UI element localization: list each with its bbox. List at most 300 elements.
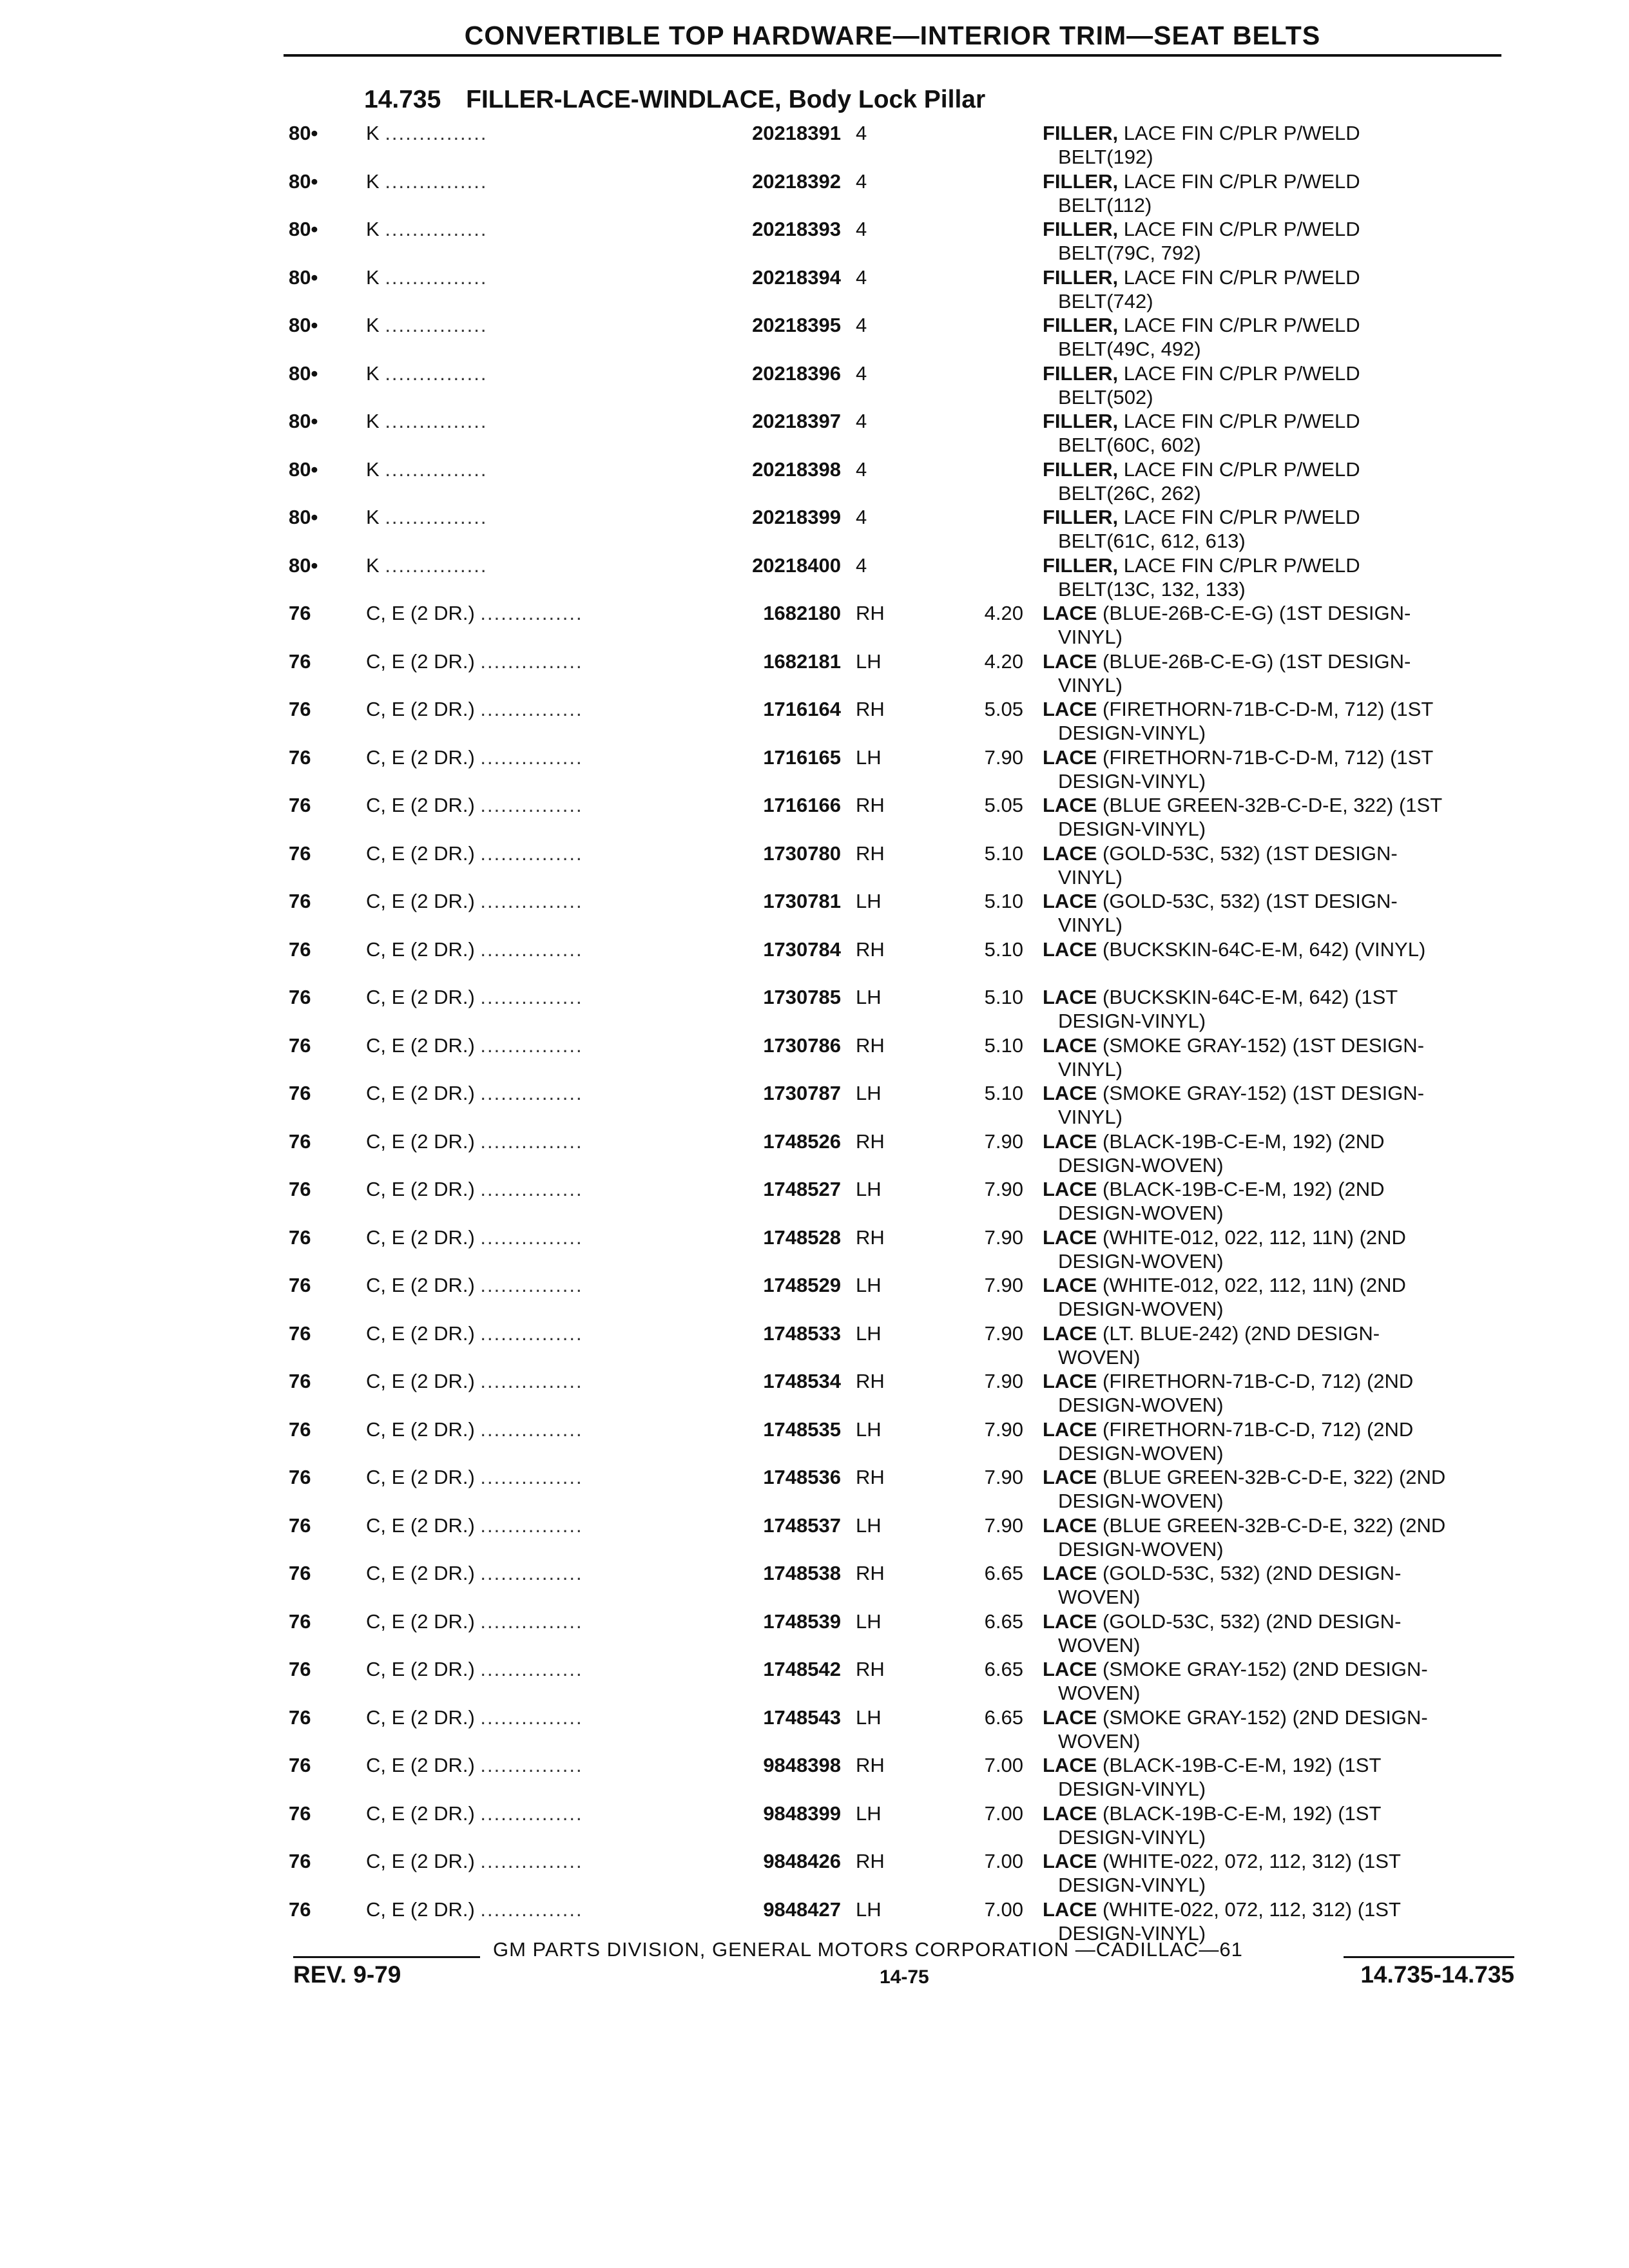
description-line-2: DESIGN-WOVEN): [1058, 1298, 1224, 1320]
list-item: [0, 1369, 1629, 1417]
model-code: [366, 553, 714, 577]
model-code: [366, 937, 714, 961]
description-text: LACE FIN C/PLR P/WELD: [1123, 457, 1360, 481]
model-code: [366, 1418, 714, 1441]
part-description: [1043, 649, 1519, 697]
description-line-1: [1043, 1033, 1519, 1057]
part-name: LACE: [1043, 937, 1097, 961]
model-code-text: K: [366, 218, 380, 240]
model-code-text: C, E (2 DR.): [366, 986, 475, 1008]
description-line-1: [1043, 169, 1519, 193]
description-line-1: [1043, 841, 1519, 865]
leader-dots: ...............: [480, 649, 583, 673]
list-price: 6.65: [984, 1658, 1023, 1680]
description-text: (WHITE-022, 072, 112, 312) (1ST: [1103, 1898, 1401, 1921]
part-number: 1748539: [763, 1610, 841, 1633]
list-item: [0, 217, 1629, 265]
model-code-text: C, E (2 DR.): [366, 1033, 475, 1057]
quantity-side: 4: [856, 314, 867, 336]
description-line-1: [1043, 745, 1519, 769]
model-year: 76: [289, 649, 311, 673]
description-line-1: [1043, 217, 1519, 241]
model-code-text: C, E (2 DR.): [366, 794, 475, 816]
part-number: 1748535: [763, 1418, 841, 1441]
part-description: [1043, 1849, 1519, 1897]
description-text: (BLACK-19B-C-E-M, 192) (2ND: [1103, 1129, 1385, 1153]
model-year: 76: [289, 602, 311, 624]
model-code: [366, 793, 714, 817]
model-code-text: C, E (2 DR.): [366, 1658, 475, 1680]
list-item: [0, 505, 1629, 553]
part-name: LACE: [1043, 1850, 1097, 1872]
model-code-text: C, E (2 DR.): [366, 1898, 475, 1921]
model-year: 76: [289, 745, 311, 769]
model-year: 80•: [289, 122, 318, 144]
part-name: LACE: [1043, 1898, 1097, 1921]
part-name: LACE: [1043, 1274, 1097, 1296]
description-line-2: BELT(742): [1058, 289, 1153, 312]
model-code: [366, 217, 714, 241]
description-text: LACE FIN C/PLR P/WELD: [1123, 265, 1360, 289]
model-code-text: C, E (2 DR.): [366, 1418, 475, 1441]
quantity-side: 4: [856, 457, 867, 481]
description-line-2: BELT(61C, 612, 613): [1058, 530, 1246, 552]
part-description: [1043, 697, 1519, 745]
part-description: [1043, 1273, 1519, 1321]
description-text: (WHITE-012, 022, 112, 11N) (2ND: [1103, 1225, 1406, 1249]
part-description: [1043, 1418, 1519, 1465]
model-code: [366, 409, 714, 433]
description-text: (FIRETHORN-71B-C-D, 712) (2ND: [1103, 1370, 1414, 1392]
quantity-side: 4: [856, 506, 867, 528]
part-number: 1748542: [763, 1658, 841, 1680]
description-line-2: BELT(60C, 602): [1058, 434, 1201, 456]
description-line-2: DESIGN-WOVEN): [1058, 1441, 1224, 1465]
part-number: 20218400: [752, 553, 841, 577]
model-code-text: C, E (2 DR.): [366, 1466, 475, 1488]
part-number: 1748537: [763, 1514, 841, 1537]
part-description: [1043, 409, 1519, 457]
part-name: LACE: [1043, 1466, 1097, 1488]
part-name: LACE: [1043, 1082, 1097, 1104]
leader-dots: ...............: [480, 841, 583, 865]
title-rule: [284, 54, 1501, 57]
list-item: [0, 1321, 1629, 1369]
quantity-side: RH: [856, 794, 885, 816]
description-line-1: [1043, 1129, 1519, 1153]
description-line-2: DESIGN-WOVEN): [1058, 1153, 1224, 1177]
model-code: [366, 1706, 714, 1729]
description-line-2: DESIGN-VINYL): [1058, 1921, 1206, 1945]
list-item: [0, 1081, 1629, 1129]
description-text: LACE FIN C/PLR P/WELD: [1123, 553, 1360, 577]
leader-dots: ...............: [480, 794, 583, 816]
model-code-text: K: [366, 506, 380, 528]
part-name: FILLER,: [1043, 410, 1119, 432]
leader-dots: ...............: [480, 1514, 583, 1537]
part-name: LACE: [1043, 1225, 1097, 1249]
description-line-1: [1043, 1610, 1519, 1633]
description-text: (GOLD-53C, 532) (1ST DESIGN-: [1103, 890, 1398, 912]
part-name: LACE: [1043, 794, 1097, 816]
model-year: 76: [289, 1802, 311, 1825]
part-name: LACE: [1043, 1514, 1097, 1537]
leader-dots: ...............: [480, 1706, 583, 1729]
part-name: LACE: [1043, 890, 1097, 912]
leader-dots: ...............: [480, 1082, 583, 1104]
quantity-side: RH: [856, 937, 885, 961]
quantity-side: RH: [856, 602, 885, 624]
list-item: [0, 1610, 1629, 1657]
model-year: 76: [289, 937, 311, 961]
model-code: [366, 1225, 714, 1249]
description-line-1: [1043, 697, 1519, 721]
leader-dots: ...............: [480, 1610, 583, 1633]
quantity-side: LH: [856, 1274, 882, 1296]
description-line-2: DESIGN-WOVEN): [1058, 1202, 1224, 1224]
description-text: (SMOKE GRAY-152) (1ST DESIGN-: [1103, 1082, 1425, 1104]
page-header: [284, 19, 1501, 57]
model-code: [366, 169, 714, 193]
description-text: (WHITE-022, 072, 112, 312) (1ST: [1103, 1850, 1401, 1872]
part-number: 20218395: [752, 314, 841, 336]
list-item: [0, 1753, 1629, 1801]
description-text: (BLUE-26B-C-E-G) (1ST DESIGN-: [1103, 649, 1411, 673]
description-text: (GOLD-53C, 532) (2ND DESIGN-: [1103, 1562, 1402, 1584]
part-description: [1043, 601, 1519, 649]
part-name: FILLER,: [1043, 265, 1119, 289]
list-price: 5.05: [984, 698, 1023, 720]
model-code-text: C, E (2 DR.): [366, 1802, 475, 1825]
description-line-1: [1043, 265, 1519, 289]
part-number: 1682181: [763, 649, 841, 673]
part-name: LACE: [1043, 986, 1097, 1008]
part-description: [1043, 1225, 1519, 1273]
list-price: 5.10: [984, 1082, 1023, 1104]
description-line-1: [1043, 1753, 1519, 1777]
description-line-1: [1043, 601, 1519, 625]
part-number: 1748538: [763, 1562, 841, 1584]
description-text: (BLUE-26B-C-E-G) (1ST DESIGN-: [1103, 602, 1411, 624]
leader-dots: ...............: [385, 410, 488, 432]
footer-revision: REV. 9-79: [293, 1961, 401, 1988]
quantity-side: RH: [856, 1850, 885, 1872]
section-heading: [364, 85, 985, 115]
part-number: 9848399: [763, 1802, 841, 1825]
description-line-1: [1043, 1177, 1519, 1201]
description-text: (BUCKSKIN-64C-E-M, 642) (VINYL): [1103, 937, 1426, 961]
model-code-text: K: [366, 314, 380, 336]
model-year: 76: [289, 986, 311, 1008]
part-name: LACE: [1043, 1706, 1097, 1729]
description-line-2: VINYL): [1058, 865, 1123, 889]
list-item: [0, 1657, 1629, 1705]
model-code: [366, 745, 714, 769]
description-text: LACE FIN C/PLR P/WELD: [1123, 122, 1360, 144]
list-price: 5.10: [984, 841, 1023, 865]
model-year: 80•: [289, 314, 318, 336]
model-year: 80•: [289, 169, 318, 193]
quantity-side: LH: [856, 1802, 882, 1825]
model-code-text: K: [366, 553, 380, 577]
model-code-text: K: [366, 169, 380, 193]
model-code-text: C, E (2 DR.): [366, 649, 475, 673]
description-text: (GOLD-53C, 532) (2ND DESIGN-: [1103, 1610, 1402, 1633]
description-line-1: [1043, 1561, 1519, 1585]
list-price: 7.00: [984, 1802, 1023, 1825]
leader-dots: ...............: [480, 1274, 583, 1296]
model-code: [366, 1177, 714, 1201]
model-code-text: C, E (2 DR.): [366, 1850, 475, 1872]
model-year: 76: [289, 1129, 311, 1153]
model-code: [366, 649, 714, 673]
list-price: 7.90: [984, 745, 1023, 769]
description-line-1: [1043, 1657, 1519, 1681]
list-item: [0, 1225, 1629, 1273]
part-name: LACE: [1043, 1178, 1097, 1200]
list-item: [0, 265, 1629, 313]
part-name: FILLER,: [1043, 218, 1119, 240]
model-code-text: C, E (2 DR.): [366, 890, 475, 912]
model-year: 76: [289, 1658, 311, 1680]
leader-dots: ...............: [480, 1225, 583, 1249]
description-line-2: BELT(502): [1058, 385, 1153, 408]
footer-rule-left: [293, 1956, 480, 1958]
model-code: [366, 121, 714, 145]
model-code: [366, 601, 714, 625]
description-text: (BLUE GREEN-32B-C-D-E, 322) (2ND: [1103, 1466, 1446, 1488]
part-description: [1043, 1706, 1519, 1753]
description-line-2: BELT(13C, 132, 133): [1058, 577, 1246, 601]
part-name: FILLER,: [1043, 169, 1119, 193]
list-price: 5.10: [984, 890, 1023, 912]
model-year: 76: [289, 1466, 311, 1488]
description-line-1: [1043, 1418, 1519, 1441]
quantity-side: RH: [856, 1562, 885, 1584]
page-footer: [293, 1938, 1514, 2003]
model-code: [366, 1849, 714, 1873]
description-line-2: BELT(49C, 492): [1058, 338, 1201, 360]
model-code: [366, 1033, 714, 1057]
leader-dots: ...............: [385, 122, 488, 144]
model-year: 80•: [289, 506, 318, 528]
model-year: 76: [289, 1033, 311, 1057]
model-code: [366, 889, 714, 913]
description-line-2: BELT(112): [1058, 193, 1152, 216]
quantity-side: LH: [856, 745, 882, 769]
part-number: 20218398: [752, 457, 841, 481]
description-line-2: VINYL): [1058, 626, 1123, 648]
model-code: [366, 1898, 714, 1921]
footer-rule-right: [1344, 1956, 1514, 1958]
model-year: 76: [289, 1754, 311, 1776]
list-item: [0, 1706, 1629, 1753]
model-code-text: C, E (2 DR.): [366, 1129, 475, 1153]
description-line-2: WOVEN): [1058, 1633, 1141, 1657]
description-line-2: BELT(26C, 262): [1058, 481, 1201, 505]
model-code-text: C, E (2 DR.): [366, 937, 475, 961]
description-line-1: [1043, 1849, 1519, 1873]
part-name: FILLER,: [1043, 314, 1119, 336]
quantity-side: LH: [856, 890, 882, 912]
leader-dots: ...............: [385, 169, 488, 193]
model-year: 76: [289, 1274, 311, 1296]
quantity-side: LH: [856, 1082, 882, 1104]
leader-dots: ...............: [480, 1033, 583, 1057]
model-year: 80•: [289, 265, 318, 289]
quantity-side: 4: [856, 122, 867, 144]
list-item: [0, 889, 1629, 937]
part-number: 1748533: [763, 1321, 841, 1345]
list-price: 7.00: [984, 1850, 1023, 1872]
part-name: LACE: [1043, 1129, 1097, 1153]
leader-dots: ...............: [480, 745, 583, 769]
model-year: 76: [289, 1850, 311, 1872]
description-line-2: DESIGN-VINYL): [1058, 1778, 1206, 1800]
description-line-2: DESIGN-VINYL): [1058, 1825, 1206, 1849]
description-line-1: [1043, 121, 1519, 145]
description-text: (WHITE-012, 022, 112, 11N) (2ND: [1103, 1274, 1406, 1296]
list-item: [0, 1273, 1629, 1321]
model-year: 76: [289, 698, 311, 720]
model-code-text: C, E (2 DR.): [366, 841, 475, 865]
part-number: 20218397: [752, 410, 841, 432]
list-price: 7.90: [984, 1178, 1023, 1200]
list-item: [0, 409, 1629, 457]
leader-dots: ...............: [385, 553, 488, 577]
part-name: LACE: [1043, 1562, 1097, 1584]
description-line-2: DESIGN-WOVEN): [1058, 1537, 1224, 1561]
description-line-2: VINYL): [1058, 1106, 1123, 1128]
list-item: [0, 121, 1629, 169]
list-item: [0, 1033, 1629, 1081]
description-line-2: DESIGN-WOVEN): [1058, 1394, 1224, 1416]
model-code: [366, 361, 714, 385]
part-description: [1043, 553, 1519, 601]
description-line-2: VINYL): [1058, 673, 1123, 697]
part-description: [1043, 985, 1519, 1033]
description-line-2: BELT(192): [1058, 146, 1153, 168]
description-line-1: [1043, 553, 1519, 577]
list-price: 7.90: [984, 1274, 1023, 1296]
quantity-side: LH: [856, 649, 882, 673]
model-code-text: K: [366, 410, 380, 432]
list-price: 4.20: [984, 649, 1023, 673]
model-code-text: C, E (2 DR.): [366, 1274, 475, 1296]
quantity-side: RH: [856, 1466, 885, 1488]
model-code: [366, 697, 714, 721]
part-name: LACE: [1043, 1321, 1097, 1345]
part-number: 1748526: [763, 1129, 841, 1153]
model-year: 76: [289, 1082, 311, 1104]
model-year: 76: [289, 841, 311, 865]
description-text: (GOLD-53C, 532) (1ST DESIGN-: [1103, 841, 1398, 865]
description-line-2: DESIGN-VINYL): [1058, 722, 1206, 744]
description-text: (FIRETHORN-71B-C-D-M, 712) (1ST: [1103, 698, 1434, 720]
part-description: [1043, 313, 1519, 361]
quantity-side: 4: [856, 169, 867, 193]
description-line-2: VINYL): [1058, 914, 1123, 936]
model-code: [366, 1802, 714, 1825]
quantity-side: 4: [856, 265, 867, 289]
model-year: 76: [289, 1514, 311, 1537]
footer-group-range: 14.735-14.735: [1360, 1961, 1514, 1988]
description-line-2: DESIGN-VINYL): [1058, 1874, 1206, 1896]
part-description: [1043, 1465, 1519, 1513]
part-description: [1043, 841, 1519, 889]
list-price: 7.90: [984, 1370, 1023, 1392]
description-line-1: [1043, 1369, 1519, 1393]
description-line-1: [1043, 889, 1519, 913]
model-code: [366, 457, 714, 481]
list-item: [0, 1465, 1629, 1513]
part-description: [1043, 1802, 1519, 1849]
part-number: 1748528: [763, 1225, 841, 1249]
list-item: [0, 553, 1629, 601]
part-number: 9848427: [763, 1898, 841, 1921]
part-description: [1043, 457, 1519, 505]
model-year: 76: [289, 1610, 311, 1633]
model-year: 76: [289, 1418, 311, 1441]
leader-dots: ...............: [385, 314, 488, 336]
description-line-1: [1043, 1802, 1519, 1825]
part-name: FILLER,: [1043, 457, 1119, 481]
description-line-2: WOVEN): [1058, 1586, 1141, 1608]
quantity-side: RH: [856, 698, 885, 720]
description-line-1: [1043, 937, 1519, 961]
part-name: LACE: [1043, 1418, 1097, 1441]
leader-dots: ...............: [385, 457, 488, 481]
list-item: [0, 985, 1629, 1033]
part-description: [1043, 217, 1519, 265]
model-code-text: C, E (2 DR.): [366, 698, 475, 720]
model-code: [366, 1081, 714, 1105]
list-price: 6.65: [984, 1610, 1023, 1633]
description-text: LACE FIN C/PLR P/WELD: [1123, 361, 1360, 385]
list-item: [0, 1849, 1629, 1897]
model-code-text: C, E (2 DR.): [366, 1082, 475, 1104]
model-code-text: C, E (2 DR.): [366, 745, 475, 769]
part-name: LACE: [1043, 1610, 1097, 1633]
part-name: LACE: [1043, 649, 1097, 673]
model-code: [366, 1465, 714, 1489]
leader-dots: ...............: [480, 698, 583, 720]
model-code: [366, 505, 714, 529]
part-number: 1730781: [763, 890, 841, 912]
description-line-1: [1043, 1514, 1519, 1537]
part-number: 1730787: [763, 1082, 841, 1104]
description-text: (BLACK-19B-C-E-M, 192) (1ST: [1103, 1754, 1382, 1776]
quantity-side: RH: [856, 1033, 885, 1057]
leader-dots: ...............: [480, 1466, 583, 1488]
quantity-side: 4: [856, 553, 867, 577]
quantity-side: RH: [856, 1370, 885, 1392]
model-code-text: C, E (2 DR.): [366, 602, 475, 624]
leader-dots: ...............: [480, 1754, 583, 1776]
description-line-1: [1043, 1225, 1519, 1249]
description-text: (BUCKSKIN-64C-E-M, 642) (1ST: [1103, 986, 1398, 1008]
list-item: [0, 1561, 1629, 1609]
leader-dots: ...............: [385, 218, 488, 240]
group-number: 14.735: [364, 86, 441, 113]
list-item: [0, 1177, 1629, 1225]
model-year: 76: [289, 794, 311, 816]
list-price: 6.65: [984, 1706, 1023, 1729]
part-description: [1043, 745, 1519, 793]
leader-dots: ...............: [480, 1562, 583, 1584]
part-number: 1716165: [763, 745, 841, 769]
part-name: FILLER,: [1043, 361, 1119, 385]
